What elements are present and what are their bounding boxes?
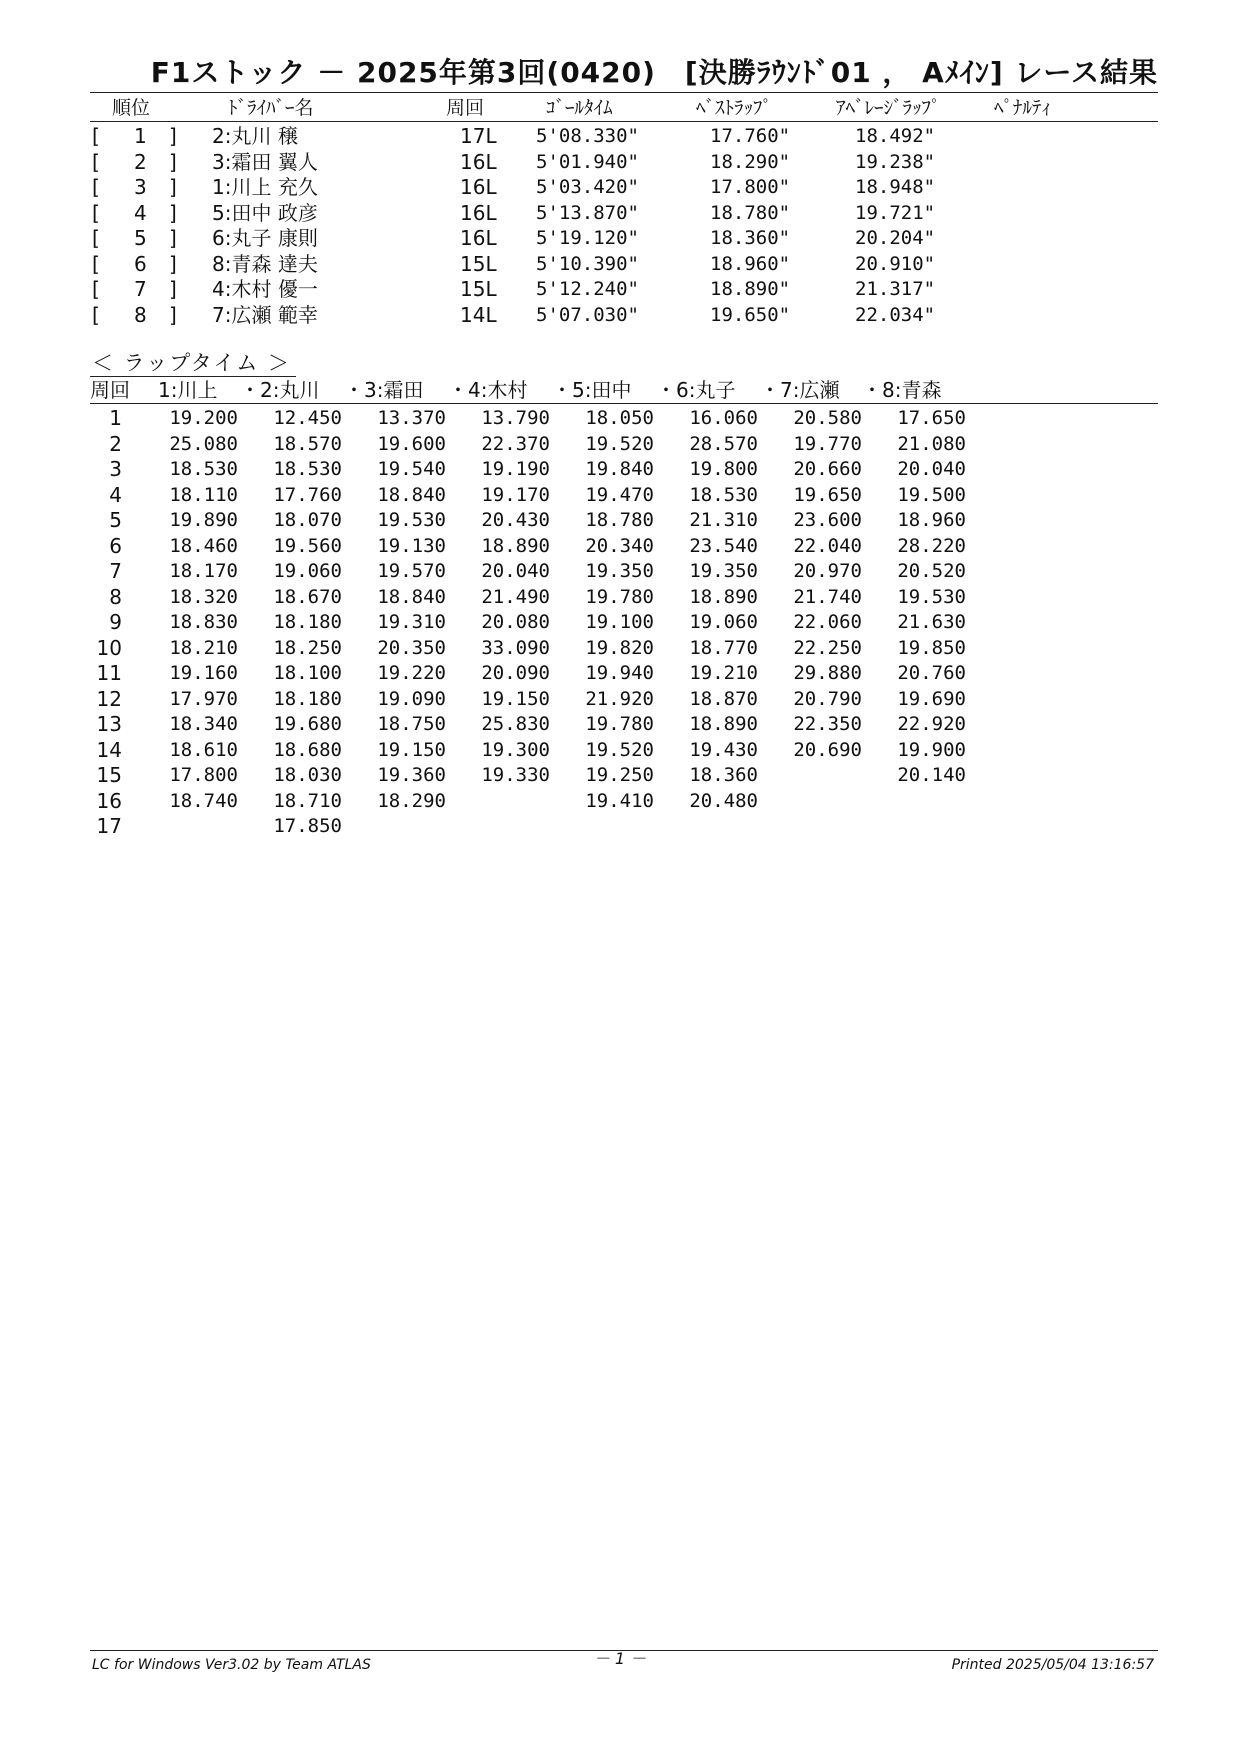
lap-time: 29.880 xyxy=(793,662,862,684)
lap-time: 19.470 xyxy=(585,483,654,506)
result-goal-time: 5'08.330" xyxy=(536,125,639,147)
lap-time: 12.450 xyxy=(273,407,342,429)
result-goal-time: 5'03.420" xyxy=(536,176,639,198)
result-goal-time: 5'10.390" xyxy=(536,252,639,275)
lap-time: 19.840 xyxy=(585,458,654,480)
lap-time: 22.060 xyxy=(793,611,862,633)
result-rank-open: [ xyxy=(92,251,100,276)
result-driver: 5:田中 政彦 xyxy=(212,200,318,225)
result-goal-time: 5'13.870" xyxy=(536,201,639,224)
lap-time: 18.890 xyxy=(481,534,550,557)
lap-time: 19.100 xyxy=(585,611,654,633)
result-rank-close: ] xyxy=(169,149,177,174)
lap-time: 19.300 xyxy=(481,738,550,761)
result-rank: 2 xyxy=(134,149,147,174)
lap-time: 22.350 xyxy=(793,713,862,735)
lap-number: 16 xyxy=(96,788,122,813)
lap-time: 18.770 xyxy=(689,636,758,659)
result-driver: 1:川上 充久 xyxy=(212,175,318,199)
lap-number: 6 xyxy=(109,533,122,558)
lap-time: 28.570 xyxy=(689,432,758,455)
lap-time: 19.520 xyxy=(585,432,654,455)
lap-header-driver: ・7:広瀬 xyxy=(760,378,840,402)
result-average-lap: 18.948" xyxy=(855,176,936,198)
result-driver: 8:青森 達夫 xyxy=(212,251,318,276)
lap-time: 18.530 xyxy=(169,458,238,480)
lap-time: 19.520 xyxy=(585,738,654,761)
lap-time: 18.360 xyxy=(689,764,758,786)
lap-time: 17.650 xyxy=(897,407,966,429)
lap-time: 20.970 xyxy=(793,560,862,582)
result-average-lap: 19.721" xyxy=(855,201,936,224)
lap-time: 21.310 xyxy=(689,509,758,531)
header-laps: 周回 xyxy=(446,97,485,119)
lap-time: 18.840 xyxy=(377,483,446,506)
lap-time: 19.130 xyxy=(377,534,446,557)
result-rank-open: [ xyxy=(92,200,100,225)
result-rank: 1 xyxy=(134,124,147,148)
lap-time: 19.210 xyxy=(689,662,758,684)
result-rank: 7 xyxy=(134,277,147,301)
lap-time: 19.940 xyxy=(585,662,654,684)
lap-section-underline xyxy=(90,376,296,377)
lap-time: 18.780 xyxy=(585,509,654,531)
lap-time: 25.830 xyxy=(481,713,550,735)
lap-time: 18.180 xyxy=(273,687,342,710)
lap-time: 19.410 xyxy=(585,789,654,812)
lap-time: 19.850 xyxy=(897,636,966,659)
lap-time: 18.340 xyxy=(169,713,238,735)
lap-time: 20.140 xyxy=(897,764,966,786)
lap-number: 15 xyxy=(96,763,122,787)
lap-time: 19.170 xyxy=(481,483,550,506)
lap-time: 20.580 xyxy=(793,407,862,429)
lap-time: 19.900 xyxy=(897,738,966,761)
result-laps: 16L xyxy=(460,226,497,250)
result-goal-time: 5'19.120" xyxy=(536,227,639,249)
header-average-lap: ｱﾍﾞﾚｰｼﾞﾗｯﾌﾟ xyxy=(836,97,941,119)
result-driver: 2:丸川 穣 xyxy=(212,124,298,148)
lap-time: 19.500 xyxy=(897,483,966,506)
lap-time: 20.520 xyxy=(897,560,966,582)
lap-time: 19.890 xyxy=(169,509,238,531)
result-best-lap: 17.760" xyxy=(710,125,791,147)
result-rank: 5 xyxy=(134,226,147,250)
lap-time: 18.070 xyxy=(273,509,342,531)
lap-time: 18.610 xyxy=(169,738,238,761)
lap-time: 18.840 xyxy=(377,585,446,608)
lap-number: 13 xyxy=(96,712,122,736)
lap-number: 11 xyxy=(96,661,122,685)
result-best-lap: 17.800" xyxy=(710,176,791,198)
lap-time: 22.370 xyxy=(481,432,550,455)
result-rank: 6 xyxy=(134,251,147,276)
result-rank-close: ] xyxy=(169,251,177,276)
lap-header-driver: ・8:青森 xyxy=(862,378,942,402)
lap-time: 19.780 xyxy=(585,713,654,735)
lap-time: 19.090 xyxy=(377,687,446,710)
lap-header-driver: ・5:田中 xyxy=(552,378,632,402)
result-rank: 4 xyxy=(134,200,147,225)
lap-time: 20.040 xyxy=(897,458,966,480)
lap-header-driver: ・4:木村 xyxy=(448,378,528,402)
lap-time: 19.150 xyxy=(481,687,550,710)
result-driver: 6:丸子 康則 xyxy=(212,226,318,250)
lap-time: 17.800 xyxy=(169,764,238,786)
result-best-lap: 19.650" xyxy=(710,303,791,326)
lap-time: 19.540 xyxy=(377,458,446,480)
lap-time: 19.770 xyxy=(793,432,862,455)
result-average-lap: 19.238" xyxy=(855,150,936,173)
lap-time: 20.340 xyxy=(585,534,654,557)
lap-number: 14 xyxy=(96,737,122,762)
result-rank-close: ] xyxy=(169,226,177,250)
lap-time: 19.530 xyxy=(897,585,966,608)
lap-time: 21.920 xyxy=(585,687,654,710)
lap-section-title: ＜ ラップタイム ＞ xyxy=(92,351,292,375)
footer-software: LC for Windows Ver3.02 by Team ATLAS xyxy=(92,1657,371,1673)
lap-time: 18.890 xyxy=(689,713,758,735)
result-best-lap: 18.290" xyxy=(710,150,791,173)
lap-time: 20.350 xyxy=(377,636,446,659)
page-number: － 1 － xyxy=(593,1649,647,1668)
result-best-lap: 18.360" xyxy=(710,227,791,249)
lap-time: 19.360 xyxy=(377,764,446,786)
result-rank-open: [ xyxy=(92,175,100,199)
lap-number: 9 xyxy=(109,610,122,634)
lap-time: 17.760 xyxy=(273,483,342,506)
result-rank-close: ] xyxy=(169,124,177,148)
result-average-lap: 18.492" xyxy=(855,125,936,147)
lap-time: 21.490 xyxy=(481,585,550,608)
lap-number: 4 xyxy=(109,482,122,507)
header-best-lap: ﾍﾞｽﾄﾗｯﾌﾟ xyxy=(696,97,773,119)
result-average-lap: 20.910" xyxy=(855,252,936,275)
lap-time: 18.290 xyxy=(377,789,446,812)
result-goal-time: 5'12.240" xyxy=(536,278,639,300)
lap-time: 19.650 xyxy=(793,483,862,506)
result-rank-open: [ xyxy=(92,149,100,174)
lap-header-underline xyxy=(90,403,1158,404)
lap-time: 18.870 xyxy=(689,687,758,710)
lap-time: 16.060 xyxy=(689,407,758,429)
lap-time: 18.960 xyxy=(897,509,966,531)
result-rank-open: [ xyxy=(92,277,100,301)
lap-time: 20.090 xyxy=(481,662,550,684)
lap-time: 20.660 xyxy=(793,458,862,480)
results-header-underline xyxy=(90,121,1158,122)
result-best-lap: 18.780" xyxy=(710,201,791,224)
lap-time: 18.570 xyxy=(273,432,342,455)
lap-time: 19.780 xyxy=(585,585,654,608)
lap-time: 19.190 xyxy=(481,458,550,480)
lap-time: 21.080 xyxy=(897,432,966,455)
lap-time: 18.320 xyxy=(169,585,238,608)
lap-time: 20.040 xyxy=(481,560,550,582)
lap-header-driver: 1:川上 xyxy=(158,378,218,402)
lap-time: 20.430 xyxy=(481,509,550,531)
result-rank-open: [ xyxy=(92,302,100,327)
lap-time: 18.740 xyxy=(169,789,238,812)
result-driver: 4:木村 優一 xyxy=(212,277,318,301)
result-best-lap: 18.890" xyxy=(710,278,791,300)
lap-time: 22.040 xyxy=(793,534,862,557)
result-rank-close: ] xyxy=(169,175,177,199)
lap-time: 18.680 xyxy=(273,738,342,761)
lap-time: 18.710 xyxy=(273,789,342,812)
lap-time: 22.920 xyxy=(897,713,966,735)
result-laps: 16L xyxy=(460,175,497,199)
result-average-lap: 21.317" xyxy=(855,278,936,300)
lap-time: 22.250 xyxy=(793,636,862,659)
lap-time: 18.030 xyxy=(273,764,342,786)
lap-time: 19.820 xyxy=(585,636,654,659)
lap-number: 1 xyxy=(109,406,122,430)
lap-time: 19.570 xyxy=(377,560,446,582)
lap-time: 19.600 xyxy=(377,432,446,455)
header-driver: ﾄﾞﾗｲﾊﾞｰ名 xyxy=(228,97,314,119)
footer-printed: Printed 2025/05/04 13:16:57 xyxy=(951,1657,1154,1673)
result-rank-close: ] xyxy=(169,277,177,301)
lap-number: 12 xyxy=(96,686,122,711)
result-rank-close: ] xyxy=(169,302,177,327)
result-laps: 16L xyxy=(460,200,497,225)
lap-number: 3 xyxy=(109,457,122,481)
result-average-lap: 20.204" xyxy=(855,227,936,249)
lap-time: 19.060 xyxy=(273,560,342,582)
lap-time: 19.310 xyxy=(377,611,446,633)
lap-time: 18.670 xyxy=(273,585,342,608)
lap-time: 18.110 xyxy=(169,483,238,506)
result-goal-time: 5'01.940" xyxy=(536,150,639,173)
result-rank: 3 xyxy=(134,175,147,199)
lap-time: 18.890 xyxy=(689,585,758,608)
lap-time: 18.530 xyxy=(689,483,758,506)
lap-time: 23.600 xyxy=(793,509,862,531)
lap-time: 19.690 xyxy=(897,687,966,710)
lap-time: 13.370 xyxy=(377,407,446,429)
lap-time: 20.080 xyxy=(481,611,550,633)
lap-header-driver: ・2:丸川 xyxy=(240,378,320,402)
lap-time: 19.430 xyxy=(689,738,758,761)
lap-header-number: 周回 xyxy=(90,378,130,402)
lap-time: 19.160 xyxy=(169,662,238,684)
lap-number: 7 xyxy=(109,559,122,583)
lap-time: 18.250 xyxy=(273,636,342,659)
title-underline xyxy=(90,92,1158,93)
header-penalty: ﾍﾟﾅﾙﾃｨ xyxy=(994,97,1052,119)
lap-header-driver: ・3:霜田 xyxy=(344,378,424,402)
lap-time: 19.350 xyxy=(585,560,654,582)
lap-time: 28.220 xyxy=(897,534,966,557)
result-laps: 15L xyxy=(460,251,497,276)
lap-time: 18.050 xyxy=(585,407,654,429)
lap-time: 18.530 xyxy=(273,458,342,480)
lap-header-driver: ・6:丸子 xyxy=(656,378,736,402)
result-best-lap: 18.960" xyxy=(710,252,791,275)
result-laps: 15L xyxy=(460,277,497,301)
lap-time: 19.060 xyxy=(689,611,758,633)
lap-time: 19.530 xyxy=(377,509,446,531)
lap-time: 33.090 xyxy=(481,636,550,659)
header-goal-time: ｺﾞｰﾙﾀｲﾑ xyxy=(546,97,613,119)
lap-time: 18.750 xyxy=(377,713,446,735)
result-average-lap: 22.034" xyxy=(855,303,936,326)
lap-time: 20.480 xyxy=(689,789,758,812)
lap-time: 19.250 xyxy=(585,764,654,786)
lap-time: 19.200 xyxy=(169,407,238,429)
lap-time: 17.970 xyxy=(169,687,238,710)
result-goal-time: 5'07.030" xyxy=(536,303,639,326)
lap-time: 20.760 xyxy=(897,662,966,684)
lap-time: 25.080 xyxy=(169,432,238,455)
lap-time: 21.630 xyxy=(897,611,966,633)
lap-time: 18.100 xyxy=(273,662,342,684)
lap-time: 13.790 xyxy=(481,407,550,429)
lap-time: 17.850 xyxy=(273,815,342,837)
lap-time: 19.220 xyxy=(377,662,446,684)
page-title: F1ストック － 2025年第3回(0420) [決勝ﾗｳﾝﾄﾞ01 ， Aﾒｲﾝ] レース結果 xyxy=(150,56,1158,89)
lap-time: 19.350 xyxy=(689,560,758,582)
lap-time: 18.460 xyxy=(169,534,238,557)
result-rank-open: [ xyxy=(92,226,100,250)
lap-time: 18.830 xyxy=(169,611,238,633)
result-driver: 3:霜田 翼人 xyxy=(212,149,318,174)
lap-number: 8 xyxy=(109,584,122,609)
lap-time: 23.540 xyxy=(689,534,758,557)
lap-time: 20.790 xyxy=(793,687,862,710)
result-laps: 16L xyxy=(460,149,497,174)
lap-time: 19.800 xyxy=(689,458,758,480)
result-laps: 14L xyxy=(460,302,497,327)
lap-number: 17 xyxy=(96,814,122,838)
result-rank: 8 xyxy=(134,302,147,327)
lap-time: 21.740 xyxy=(793,585,862,608)
lap-number: 2 xyxy=(109,431,122,456)
lap-time: 19.560 xyxy=(273,534,342,557)
lap-time: 20.690 xyxy=(793,738,862,761)
lap-time: 18.170 xyxy=(169,560,238,582)
lap-time: 18.180 xyxy=(273,611,342,633)
result-rank-close: ] xyxy=(169,200,177,225)
result-laps: 17L xyxy=(460,124,497,148)
result-rank-open: [ xyxy=(92,124,100,148)
result-driver: 7:広瀬 範幸 xyxy=(212,302,318,327)
lap-time: 19.330 xyxy=(481,764,550,786)
lap-time: 19.150 xyxy=(377,738,446,761)
lap-number: 10 xyxy=(96,635,122,660)
lap-time: 18.210 xyxy=(169,636,238,659)
lap-time: 19.680 xyxy=(273,713,342,735)
header-rank: 順位 xyxy=(112,97,151,119)
lap-number: 5 xyxy=(109,508,122,532)
